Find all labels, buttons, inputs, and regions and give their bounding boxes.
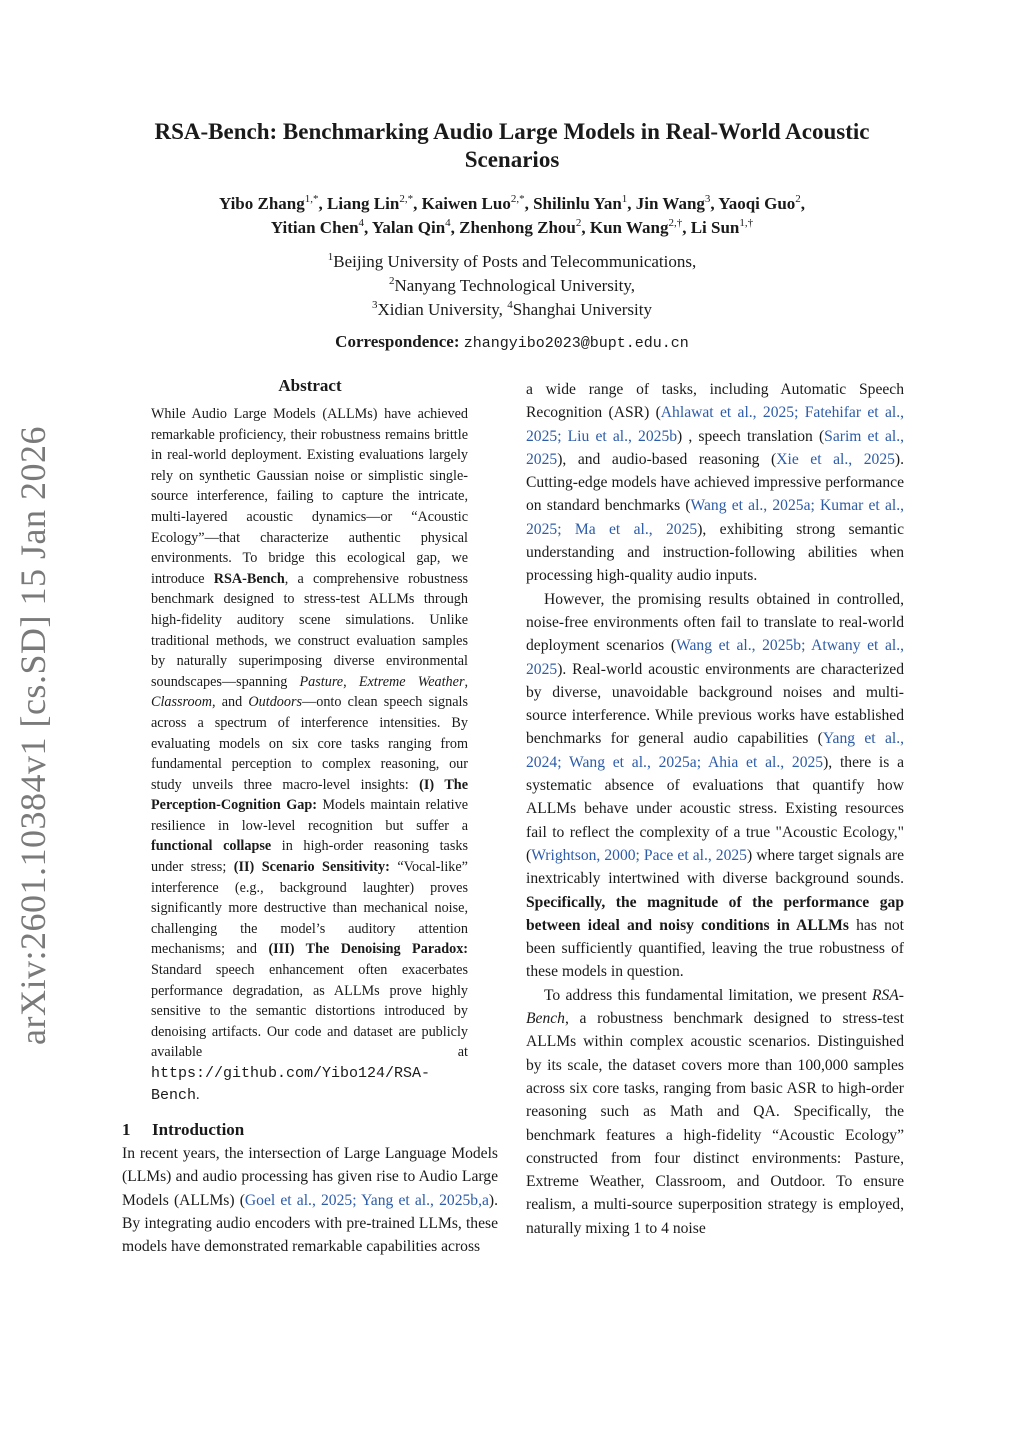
- author-list: Yibo Zhang$^{1,*}$, Liang Lin$^{2,*}$, Kaiwen Luo$^{2,*}$, Shilinlu Yan$^1$, Jin Wang$^3$, Yaoqi Guo$^2$, Yitian Chen$^4$, Yalan Qin$^4$, Zhenhong Zhou$^2$, Kun Wang$^{2,\dagger}$, Li Sun$^{1,\dagger}$: [218, 193, 806, 237]
- author: Jin Wang: [635, 194, 705, 213]
- author: Yibo Zhang: [218, 194, 305, 213]
- author: Yaoqi Guo: [718, 194, 796, 213]
- correspondence-email[interactable]: zhangyibo2023@bupt.edu.cn: [463, 335, 689, 352]
- author: Zhenhong Zhou: [459, 218, 576, 237]
- author: Liang Lin: [327, 194, 400, 213]
- left-column: [122, 376, 498, 1259]
- right-column: [526, 378, 904, 1240]
- paper-header: [110, 118, 914, 356]
- abstract-body: While Audio Large Models (ALLMs) have achieved remarkable proficiency, their robustness remains brittle in real-world deployment. Existing evaluations largely rely on synthetic Gaussian noise or simplistic single-source interference, failing to capture the intricate, multi-layered acoustic dynamics—or “Acoustic Ecology”—that characterize authentic physical environments. To bridge this ecological gap, we introduce RSA-Bench, a comprehensive robustness benchmark designed to stress-test ALLMs through high-fidelity auditory scene simulations. Unlike traditional methods, we construct evaluation samples by naturally superimposing diverse environmental soundscapes—spanning Pasture, Extreme Weather, Classroom, and Outdoors—onto clean speech signals across a spectrum of interference intensities. By evaluating models on six core tasks ranging from fundamental perception to complex reasoning, our study unveils three macro-level insights: (I) The Perception-Cognition Gap: Models maintain relative resilience in low-level recognition but suffer a functional collapse in high-order reasoning tasks under stress; (II) Scenario Sensitivity: “Vocal-like” interference (e.g., background laughter) proves significantly more destructive than mechanical noise, challenging the model’s auditory attention mechanisms; and (III) The Denoising Paradox: Standard speech enhancement often exacerbates performance degradation, as ALLMs prove highly sensitive to the semantic distortions introduced by denoising artifacts. Our code and dataset are publicly available at https://github.com/Yibo124/RSA-Bench.: [151, 406, 469, 1104]
- abstract-heading: Abstract: [278, 376, 342, 395]
- citation-link[interactable]: Sarim et al., 2025: [526, 427, 904, 468]
- citation-link[interactable]: Goel et al., 2025; Yang et al., 2025b,a: [244, 1191, 489, 1209]
- intro-paragraph: In recent years, the intersection of Large Language Models (LLMs) and audio processing has given rise to Audio Large Models (ALLMs) (Goel et al., 2025; Yang et al., 2025b,a). By integrating audio encoders with pre-trained LLMs, these models have demonstrated remarkable capabilities across: [122, 1145, 498, 1256]
- author: Kaiwen Luo: [421, 194, 511, 213]
- citation-link[interactable]: Ahlawat et al., 2025; Fatehifar et al., 2025; Liu et al., 2025b: [526, 404, 904, 445]
- body-paragraph: To address this fundamental limitation, we present RSA-Bench, a robustness benchmark designed to stress-test ALLMs within complex acoustic scenarios. Distinguished by its scale, the dataset covers more than 100,000 samples across six core tasks, ranging from basic ASR to high-order reasoning such as Math and QA. Specifically, the benchmark features a high-fidelity “Acoustic Ecology” constructed from four distinct environments: Pasture, Extreme Weather, Classroom, and Outdoor. To ensure realism, a multi-source superposition strategy is employed, naturally mixing 1 to 4 noise: [526, 986, 904, 1237]
- paper-title: RSA-Bench: Benchmarking Audio Large Models in Real-World Acoustic Scenarios: [154, 119, 870, 172]
- author: Kun Wang: [589, 218, 669, 237]
- author: Yitian Chen: [270, 218, 359, 237]
- citation-link[interactable]: Yang et al., 2024; Wang et al., 2025a; Ahia et al., 2025: [526, 730, 904, 771]
- body-paragraph: However, the promising results obtained in controlled, noise-free environments often fail to translate to real-world deployment scenarios (Wang et al., 2025b; Atwany et al., 2025). Real-world acoustic environments are characterized by diverse, unavoidable background noises and multi-source interference. While previous works have established benchmarks for general audio capabilities (Yang et al., 2024; Wang et al., 2025a; Ahia et al., 2025), there is a systematic absence of evaluations that quantify how ALLMs behave under acoustic stress. Existing resources fail to reflect the complexity of a true "Acoustic Ecology," (Wrightson, 2000; Pace et al., 2025) where target signals are inextricably intertwined with diverse background sounds. Specifically, the magnitude of the performance gap between ideal and noisy conditions in ALLMs has not been sufficiently quantified, leaving the true robustness of these models in question.: [526, 590, 905, 981]
- affiliations: $^1$Beijing University of Posts and Telecommunications, $^2$Nanyang Technological University, $^3$Xidian University, $^4$Shanghai University: [327, 251, 697, 319]
- body-paragraph: a wide range of tasks, including Automatic Speech Recognition (ASR) (Ahlawat et al., 2025; Fatehifar et al., 2025; Liu et al., 2025b) , speech translation (Sarim et al., 2025), and audio-based reasoning (Xie et al., 2025). Cutting-edge models have achieved impressive performance on standard benchmarks (Wang et al., 2025a; Kumar et al., 2025; Ma et al., 2025), exhibiting strong semantic understanding and instruction-following abilities when processing high-quality audio inputs.: [526, 381, 905, 585]
- author: Li Sun: [690, 218, 740, 237]
- author: Shilinlu Yan: [533, 194, 622, 213]
- citation-link[interactable]: Wang et al., 2025a; Kumar et al., 2025; Ma et al., 2025: [526, 497, 904, 538]
- citation-link[interactable]: Xie et al., 2025: [776, 450, 895, 468]
- code-url-link[interactable]: https://github.com/Yibo124/RSA-Bench: [151, 1065, 431, 1104]
- section-heading-introduction: 1 Introduction: [122, 1120, 245, 1140]
- correspondence: Correspondence: zhangyibo2023@bupt.edu.cn: [335, 332, 689, 352]
- arxiv-identifier: arXiv:2601.10384v1 [cs.SD] 15 Jan 2026: [13, 426, 53, 1045]
- author: Yalan Qin: [371, 218, 446, 237]
- citation-link[interactable]: Wang et al., 2025b; Atwany et al., 2025: [526, 637, 905, 678]
- citation-link[interactable]: Wrightson, 2000; Pace et al., 2025: [531, 846, 747, 864]
